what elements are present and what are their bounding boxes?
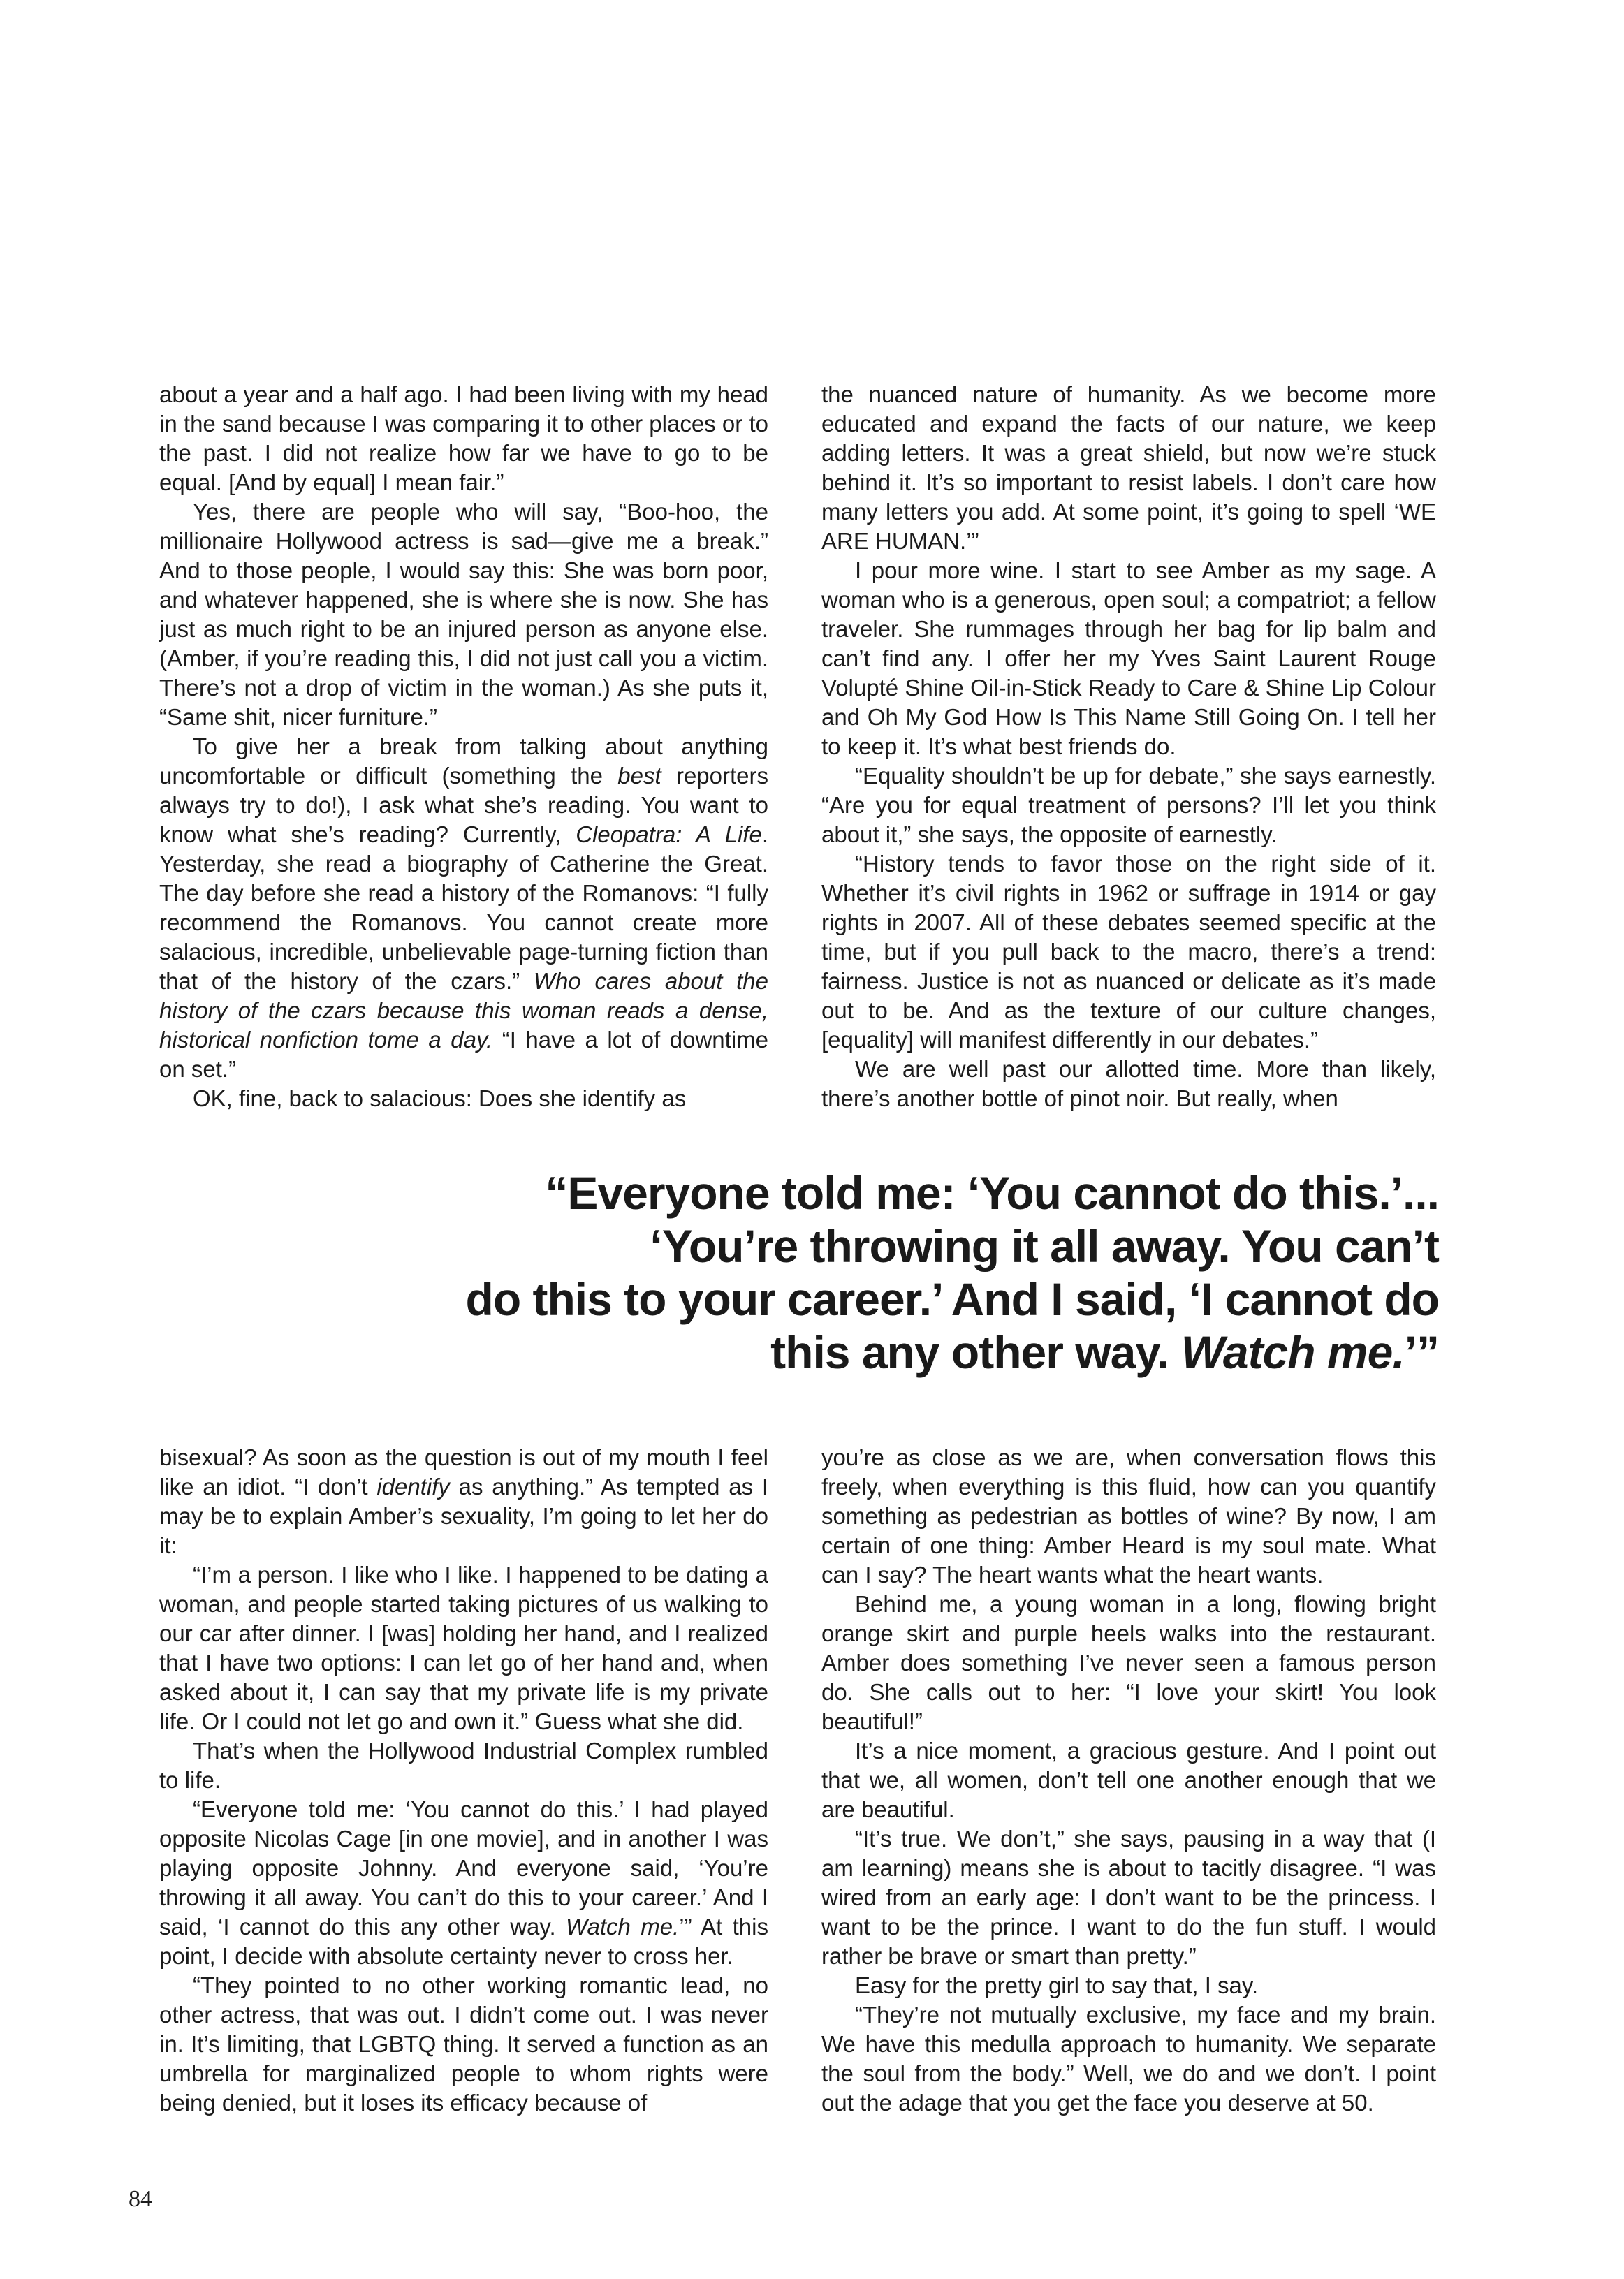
- paragraph: [821, 1736, 1436, 1824]
- italic-text: Watch me.: [565, 1914, 680, 1940]
- pull-quote-text: ’”: [1404, 1326, 1439, 1378]
- paragraph-text: as anything.” As tempted as I may be to explain Amber’s sexuality, I’m going to let her do it:: [159, 1474, 768, 1558]
- paragraph-text: you’re as close as we are, when conversation flows this freely, when everything is this fluid, how can you quantify something as pedestrian as bottles of wine? By now, I am certain of one thing: Amber Heard is my soul mate. What can I say? The heart wants what the heart wants.: [821, 1444, 1436, 1588]
- article-column-top-right: [821, 380, 1436, 1113]
- paragraph: [821, 849, 1436, 1055]
- pull-quote-line: do this to your career.’ And I said, ‘I cannot do: [465, 1273, 1439, 1325]
- paragraph-text: . Yesterday, she read a biography of Catherine the Great. The day before she read a history of the Romanovs: “I fully recommend the Romanovs. You cannot create more salacious, incredible, unbelievable page-turning fiction than that of the history of the czars.”: [159, 821, 768, 994]
- paragraph-text: the nuanced nature of humanity. As we become more educated and expand the facts of our nature, we keep adding letters. It was a great shield, but now we’re stuck behind it. It’s so important to resist labels. I don’t care how many letters you add. At some point, it’s going to spell ‘WE ARE HUMAN.’”: [821, 381, 1436, 554]
- paragraph-text: To give her a break from talking about anything uncomfortable or difficult (something the: [159, 733, 768, 789]
- pull-quote: [265, 1166, 1439, 1379]
- paragraph-text: I pour more wine. I start to see Amber as my sage. A woman who is a generous, open soul; a compatriot; a fellow traveler. She rummages through her bag for lip balm and can’t find any. I offer her my Yves Saint Laurent Rouge Volupté Shine Oil-in-Stick Ready to Care & Shine Lip Colour and Oh My God How Is This Name Still Going On. I tell her to keep it. It’s what best friends do.: [821, 557, 1436, 759]
- paragraph: [159, 1443, 768, 1560]
- paragraph-text: “It’s true. We don’t,” she says, pausing in a way that (I am learning) means she is about to tacitly disagree. “I was wired from an early age: I don’t want to be the princess. I want to be the prince. I want to do the fun stuff. I would rather be brave or smart than pretty.”: [821, 1826, 1436, 1969]
- paragraph-text: bisexual? As soon as the question is out of my mouth I feel like an idiot. “I don’t: [159, 1444, 768, 1500]
- pull-quote-emphasis: Watch me.: [1180, 1326, 1405, 1378]
- article-column-bottom-left: [159, 1443, 768, 2118]
- pull-quote-text: this any other way.: [770, 1326, 1181, 1378]
- paragraph: [821, 1443, 1436, 1590]
- paragraph: [821, 1055, 1436, 1113]
- italic-text: best: [617, 763, 661, 789]
- paragraph: [159, 1084, 768, 1113]
- paragraph: [159, 732, 768, 1084]
- paragraph-text: “History tends to favor those on the right side of it. Whether it’s civil rights in 1962 or suffrage in 1914 or gay rights in 2007. All of these debates seemed specific at the time, but if you pull back to the macro, there’s a trend: fairness. Justice is not as nuanced or delicate as it’s made out to be. And as the texture of our culture changes, [equality] will manifest differently in our debates.”: [821, 851, 1436, 1053]
- pull-quote-line: ‘You’re throwing it all away. You can’t: [650, 1220, 1439, 1272]
- paragraph: [159, 1795, 768, 1971]
- paragraph: [159, 1971, 768, 2118]
- pull-quote-line: [265, 1326, 1439, 1379]
- paragraph: [159, 1736, 768, 1795]
- paragraph-text: Behind me, a young woman in a long, flowing bright orange skirt and purple heels walks into the restaurant. Amber does something I’ve never seen a famous person do. She calls out to her: “I love your skirt! You look beautiful!”: [821, 1591, 1436, 1734]
- paragraph-text: We are well past our allotted time. More than likely, there’s another bottle of pinot noir. But really, when: [821, 1056, 1436, 1111]
- paragraph-text: OK, fine, back to salacious: Does she identify as: [193, 1085, 687, 1111]
- paragraph-text: Easy for the pretty girl to say that, I say.: [855, 1972, 1259, 1998]
- paragraph-text: “They pointed to no other working romantic lead, no other actress, that was out. I didn’t come out. I was never in. It’s limiting, that LGBTQ thing. It served a function as an umbrella for marginalized people to whom rights were being denied, but it loses its efficacy because of: [159, 1972, 768, 2116]
- italic-text: identify: [376, 1474, 450, 1500]
- paragraph: [821, 2000, 1436, 2118]
- paragraph: [821, 1971, 1436, 2000]
- paragraph-text: reporters always try to do!), I ask what she’s reading. You want to know what she’s reading? Currently,: [159, 763, 769, 847]
- paragraph-text: Yes, there are people who will say, “Boo-hoo, the millionaire Hollywood actress is sad—give me a break.” And to those people, I would say this: She was born poor, and whatever happened, she is where she is now. She has just as much right to be an injured person as anyone else. (Amber, if you’re reading this, I did not just call you a victim. There’s not a drop of victim in the woman.) As she puts it, “Same shit, nicer furniture.”: [159, 499, 768, 730]
- paragraph-text: “They’re not mutually exclusive, my face and my brain. We have this medulla approach to humanity. We separate the soul from the body.” Well, we do and we don’t. I point out the adage that you get the face you deserve at 50.: [821, 2002, 1436, 2116]
- article-column-bottom-right: [821, 1443, 1436, 2118]
- paragraph: [821, 556, 1436, 761]
- paragraph-text: “Everyone told me: ‘You cannot do this.’ I had played opposite Nicolas Cage [in one movie], and in another I was playing opposite Johnny. And everyone said, ‘You’re throwing it all away. You can’t do this to your career.’ And I said, ‘I cannot do this any other way.: [159, 1796, 768, 1940]
- italic-text: Cleopatra: A Life: [576, 821, 762, 847]
- paragraph: [821, 380, 1436, 556]
- paragraph-text: It’s a nice moment, a gracious gesture. And I point out that we, all women, don’t tell one another enough that we are beautiful.: [821, 1738, 1436, 1822]
- italic-text: Who cares about the history of the czars because this woman reads a dense, historical nonfiction tome a day.: [159, 968, 768, 1053]
- paragraph: [821, 1824, 1436, 1971]
- paragraph: [821, 1590, 1436, 1736]
- paragraph: [159, 380, 768, 497]
- paragraph-text: ’” At this point, I decide with absolute certainty never to cross her.: [159, 1914, 768, 1969]
- article-column-top-left: [159, 380, 768, 1113]
- paragraph-text: That’s when the Hollywood Industrial Complex rumbled to life.: [159, 1738, 768, 1793]
- pull-quote-line: “Everyone told me: ‘You cannot do this.’...: [545, 1167, 1439, 1219]
- paragraph-text: about a year and a half ago. I had been living with my head in the sand because I was comparing it to other places or to the past. I did not realize how far we have to go to be equal. [And by equal] I mean fair.”: [159, 381, 768, 495]
- paragraph: [821, 761, 1436, 849]
- paragraph-text: “I’m a person. I like who I like. I happened to be dating a woman, and people started taking pictures of us walking to our car after dinner. I [was] holding her hand, and I realized that I have two options: I can let go of her hand and, when asked about it, I can say that my private life is my private life. Or I could not let go and own it.” Guess what she did.: [159, 1562, 768, 1734]
- paragraph-text: “I have a lot of downtime on set.”: [159, 1027, 768, 1082]
- paragraph: [159, 1560, 768, 1736]
- page-number: 84: [129, 2186, 152, 2212]
- paragraph-text: “Equality shouldn’t be up for debate,” she says earnestly. “Are you for equal treatment of persons? I’ll let you think about it,” she says, the opposite of earnestly.: [821, 763, 1436, 847]
- paragraph: [159, 497, 768, 732]
